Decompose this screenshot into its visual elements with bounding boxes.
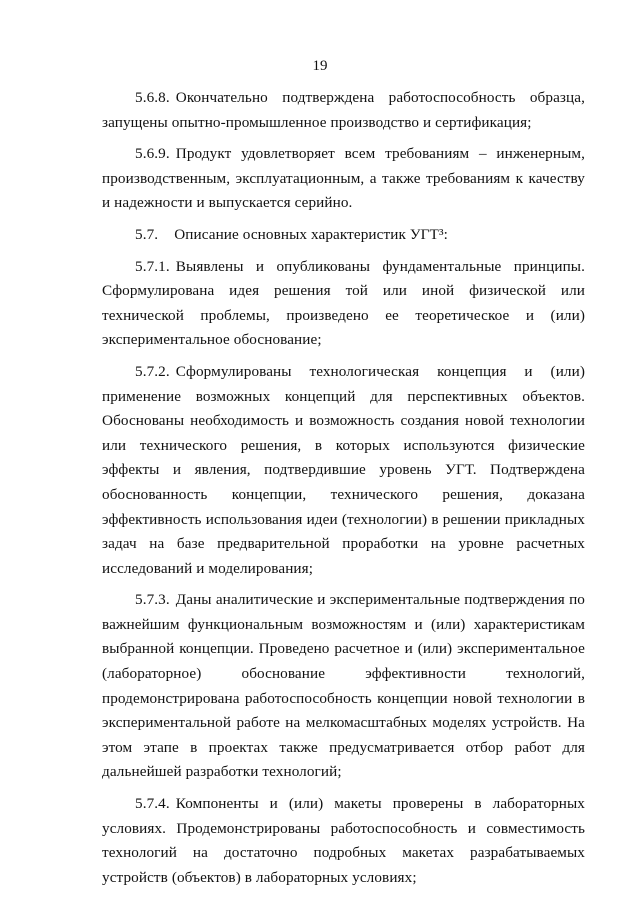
section-number: 5.7.1. [135, 257, 170, 275]
document-body [102, 86, 585, 897]
section-number: 5.7. [135, 225, 159, 243]
paragraph-5-6-8 [102, 86, 585, 135]
section-text: Окончательно подтверждена работоспособность образца, запущены опытно-промышленное производство и сертификация; [102, 89, 585, 131]
section-number: 5.7.3. [135, 591, 170, 609]
section-number: 5.6.9. [135, 145, 170, 163]
paragraph-5-6-9 [102, 142, 585, 216]
section-heading-text: Описание основных характеристик УГТ³: [174, 225, 448, 243]
paragraph-5-7-2 [102, 360, 585, 581]
section-text: Выявлены и опубликованы фундаментальные принципы. Сформулирована идея решения той или иной физической или технической проблемы, произведено ее теоретическое и (или) экспериментальное обоснование; [102, 257, 585, 349]
paragraph-5-7-4 [102, 792, 585, 890]
section-text: Продукт удовлетворяет всем требованиям – инженерным, производственным, эксплуатационным, а также требованиям к качеству и надежности и выпускается серийно. [102, 145, 585, 212]
section-text: Сформулированы технологическая концепция и (или) применение возможных концепций для перспективных объектов. Обоснованы необходимость и возможность создания новой технологии или технического решения, в которых используются физические эффекты и явления, подтвердившие уровень УГТ. Подтверждена обоснованность концепции, технического решения, доказана эффективность использования идеи (технологии) в решении прикладных задач на базе предварительной проработки на уровне расчетных исследований и моделирования; [102, 362, 585, 577]
section-number: 5.6.8. [135, 89, 170, 106]
page-number: 19 [312, 58, 328, 74]
paragraph-5-7-3 [102, 588, 585, 785]
section-number: 5.7.2. [135, 362, 170, 380]
heading-5-7 [102, 223, 585, 248]
section-number: 5.7.4. [135, 795, 170, 813]
section-text: Компоненты и (или) макеты проверены в лабораторных условиях. Продемонстрированы работоспособность и совместимость технологий на достаточно подробных макетах разрабатываемых устройств (объектов) в лабораторных условиях; [102, 795, 585, 886]
paragraph-5-7-1 [102, 255, 585, 353]
section-text: Даны аналитические и экспериментальные подтверждения по важнейшим функциональным возможностям и (или) характеристикам выбранной концепции. Проведено расчетное и (или) экспериментальное (лабораторное) обоснование эффективности технологий, продемонстрирована работоспособность концепции новой технологии в экспериментальной работе на мелкомасштабных моделях устройств. На этом этапе в проектах также предусматривается отбор работ для дальнейшей разработки технологий; [102, 591, 585, 781]
